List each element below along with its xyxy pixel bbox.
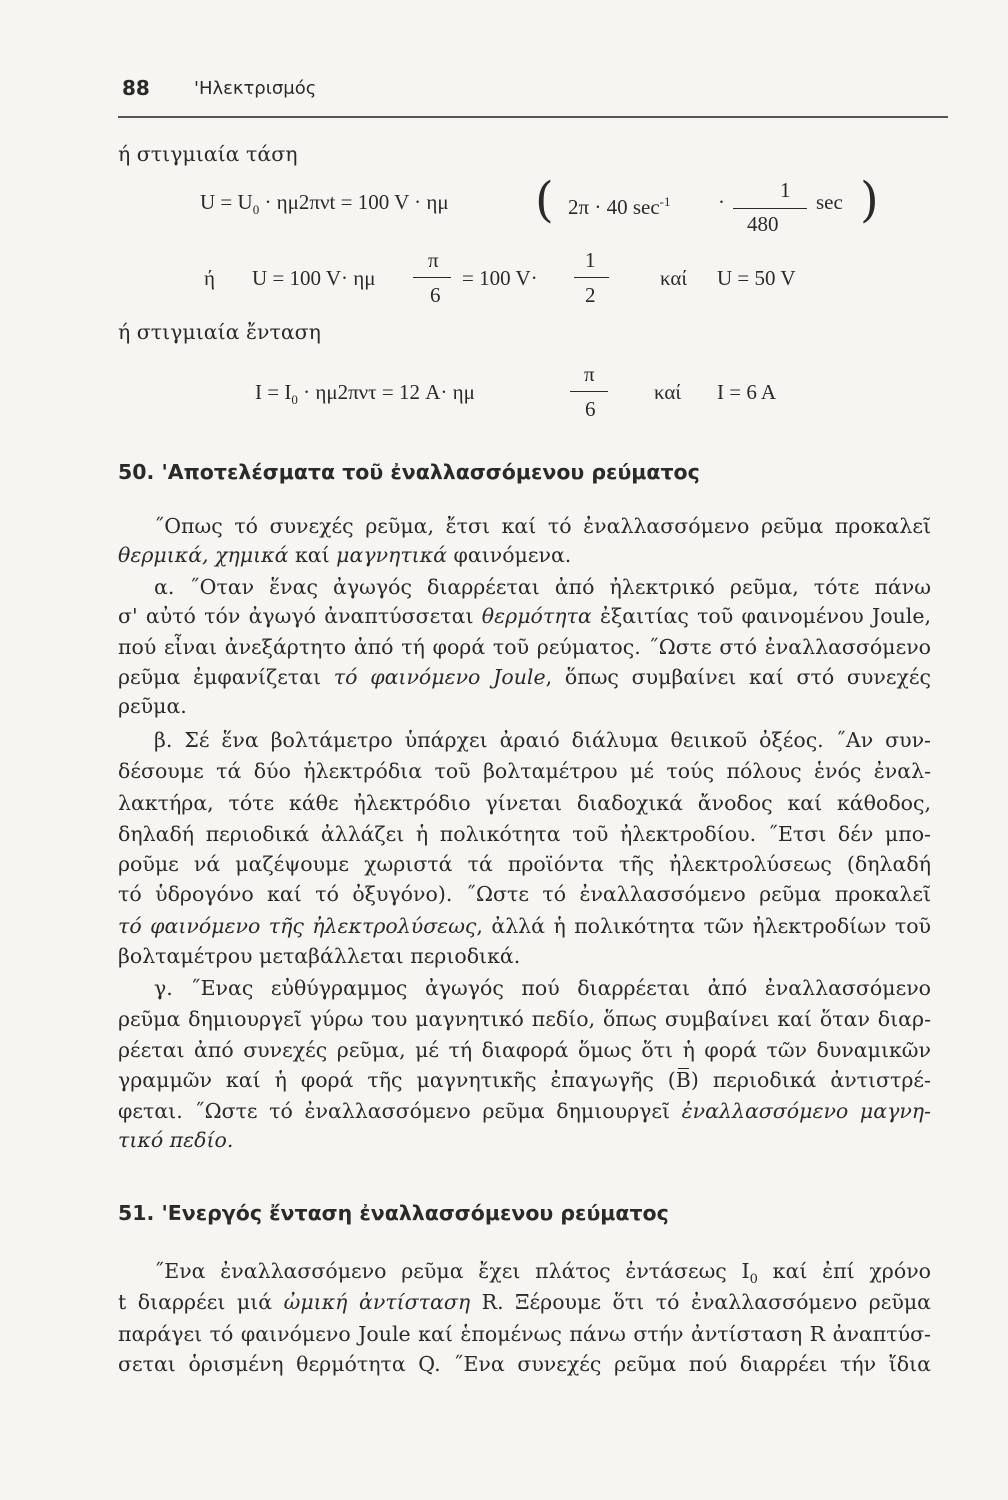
eq1-denominator: 480 — [747, 212, 779, 236]
text-line: τικό πεδίο. — [118, 1128, 234, 1152]
eq2-two: 2 — [585, 283, 596, 307]
header-divider — [118, 116, 948, 118]
right-paren: ) — [860, 172, 879, 228]
text-line: θερμικά, χημικά καί μαγνητικά φαινόμενα. — [118, 543, 572, 567]
eq1-unit: sec — [816, 190, 843, 214]
eq1-dot: · — [718, 190, 725, 214]
text-line: τό ὑδρογόνο καί τό ὀξυγόνο). ˝Ωστε τό ἐναλλασσόμενο ρεῦμα προκαλεῖ — [118, 882, 931, 906]
page-number: 88 — [122, 76, 150, 100]
eq2-fraction-bar-1 — [413, 277, 451, 278]
eq1-lhs: $U = U_0 \cdot \eta\mu 2\pi\nu t = 100$ V · ημ — [200, 190, 449, 218]
text-line: τό φαινόμενο τῆς ἠλεκτρολύσεως, ἀλλά ἡ πολικότητα τῶν ἠλεκτροδίων τοῦ — [118, 914, 931, 938]
section-50-heading: 50. 'Αποτελέσματα τοῦ ἐναλλασσόμενου ρεύματος — [118, 460, 700, 484]
eq2-pi: π — [428, 248, 439, 272]
text-line: πού εἶναι ἀνεξάρτητο ἀπό τή φορά τοῦ ρεύματος. ˝Ωστε στό ἐναλλασσόμενο — [118, 635, 931, 659]
section-51-heading: 51. 'Ενεργός ἔνταση ἐναλλασσόμενου ρεύματος — [118, 1201, 669, 1225]
eq2-lhs: U = 100 V· ημ — [252, 266, 376, 290]
left-paren: ( — [535, 172, 554, 228]
text-line: σεται ὁρισμένη θερμότητα Q. ˝Ενα συνεχές ρεῦμα πού διαρρέει τήν ἴδια — [118, 1352, 931, 1376]
text-line: ροῦμε νά μαζέψουμε χωριστά τά προϊόντα τῆς ἠλεκτρολύσεως (δηλαδή — [118, 852, 931, 876]
eq3-lhs: $I = I_0 \cdot \eta\mu 2\pi\nu\tau = 12$ A· ημ — [255, 380, 475, 408]
text-line: ˝Οπως τό συνεχές ρεῦμα, ἔτσι καί τό ἐναλλασσόμενο ρεῦμα προκαλεῖ — [154, 514, 931, 538]
eq2-fraction-bar-2 — [574, 277, 609, 278]
text-line: βολταμέτρου μεταβάλλεται περιοδικά. — [118, 944, 521, 968]
text-line: α. ˝Οταν ἕνας ἀγωγός διαρρέεται ἀπό ἠλεκτρικό ρεῦμα, τότε πάνω — [154, 575, 931, 599]
eq1-fraction-bar — [733, 208, 807, 209]
eq3-pi: π — [584, 362, 595, 386]
eq1-inner: 2π · 40 $\sec^{-1}$ — [568, 194, 671, 219]
text-line: φεται. ˝Ωστε τό ἐναλλασσόμενο ρεῦμα δημιουργεῖ ἐναλλασσόμενο μαγνη- — [118, 1099, 931, 1123]
text-line: ρεῦμα. — [118, 694, 187, 718]
eq3-and: καί — [654, 380, 682, 404]
eq3-fraction-bar — [570, 391, 608, 392]
text-line: ˝Ενα ἐναλλασσόμενο ρεῦμα ἔχει πλάτος ἐντάσεως $I_0$ καί ἐπί χρόνο — [154, 1259, 931, 1288]
text-line: δέσουμε τά δύο ἠλεκτρόδια τοῦ βολταμέτρου μέ τούς πόλους ἑνός ἐναλ- — [118, 759, 931, 783]
eq2-or: ή — [204, 266, 215, 290]
text-line: ρεῦμα δημιουργεῖ γύρω του μαγνητικό πεδίο, ὅπως συμβαίνει καί ὅταν διαρ- — [118, 1007, 931, 1031]
eq2-six: 6 — [430, 283, 441, 307]
voltage-intro: ή στιγμιαία τάση — [118, 142, 298, 166]
text-line: β. Σέ ἕνα βολτάμετρο ὑπάρχει ἀραιό διάλυμα θειικοῦ ὀξέος. ˝Αν συν- — [154, 728, 931, 752]
text-line: γ. ˝Ενας εὐθύγραμμος ἀγωγός πού διαρρέεται ἀπό ἐναλλασσόμενο — [154, 976, 931, 1000]
eq2-mid: = 100 V· — [462, 266, 538, 290]
text-line: ρεῦμα ἐμφανίζεται τό φαινόμενο Joule, ὅπως συμβαίνει καί στό συνεχές — [118, 665, 931, 689]
text-line: γραμμῶν καί ἡ φορά τῆς μαγνητικῆς ἐπαγωγῆς (B) περιοδικά ἀντιστρέ- — [118, 1068, 931, 1092]
text-line: δηλαδή περιοδικά ἀλλάζει ἡ πολικότητα τοῦ ἠλεκτροδίου. ˝Ετσι δέν μπο- — [118, 822, 931, 846]
eq1-numerator: 1 — [780, 178, 791, 202]
magnetic-induction-vector: B — [675, 1068, 691, 1092]
eq2-and: καί — [660, 266, 688, 290]
running-title: 'Ηλεκτρισμός — [194, 78, 317, 99]
page-header — [118, 76, 948, 124]
eq2-one: 1 — [585, 248, 596, 272]
text-line: παράγει τό φαινόμενο Joule καί ἑπομένως πάνω στήν ἀντίσταση R ἀναπτύσ- — [118, 1322, 931, 1346]
eq3-result: I = 6 A — [717, 380, 777, 404]
current-intro: ή στιγμιαία ἔνταση — [118, 320, 321, 344]
text-line: λακτήρα, τότε κάθε ἠλεκτρόδιο γίνεται διαδοχικά ἄνοδος καί κάθοδος, — [118, 791, 931, 815]
text-line: ρέεται ἀπό συνεχές ρεῦμα, μέ τή διαφορά ὅμως ὅτι ἡ φορά τῶν δυναμικῶν — [118, 1038, 931, 1062]
eq2-result: U = 50 V — [717, 266, 796, 290]
text-line: t διαρρέει μιά ὠμική ἀντίσταση R. Ξέρουμε ὅτι τό ἐναλλασσόμενο ρεῦμα — [118, 1290, 931, 1314]
eq3-six: 6 — [585, 397, 596, 421]
text-line: σ' αὐτό τόν ἀγωγό ἀναπτύσσεται θερμότητα ἐξαιτίας τοῦ φαινομένου Joule, — [118, 604, 931, 628]
